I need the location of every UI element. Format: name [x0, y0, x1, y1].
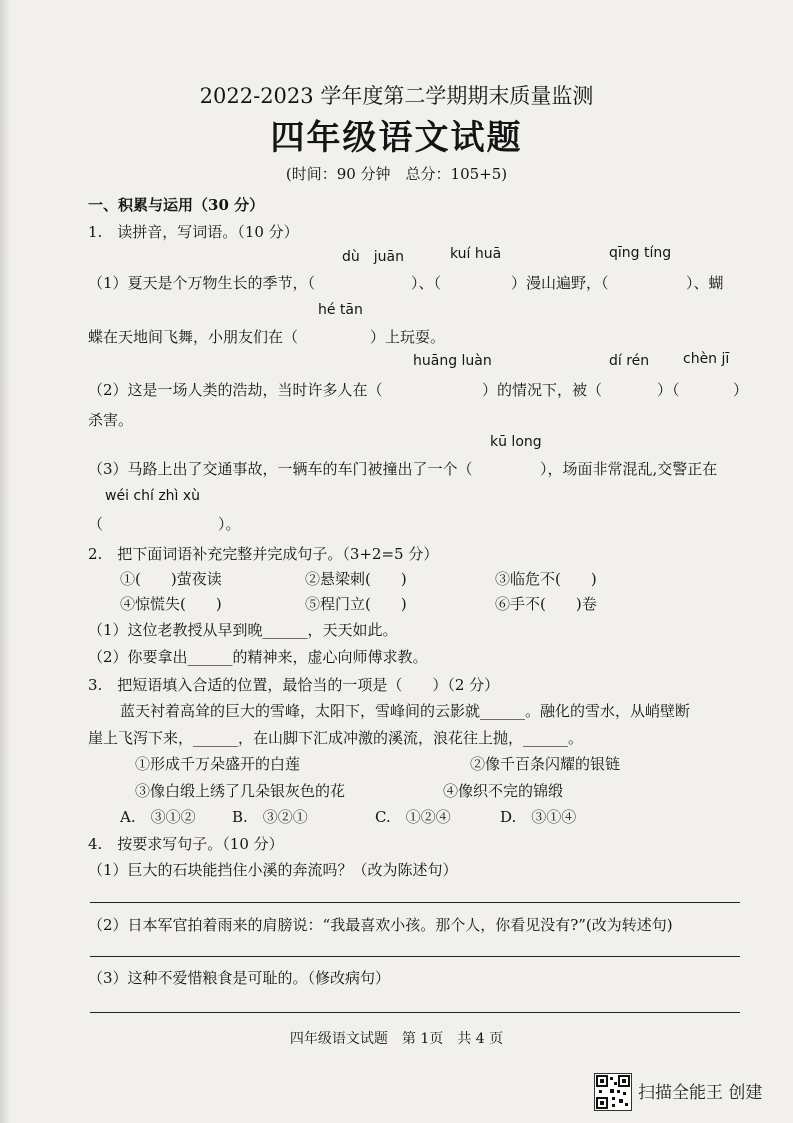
q2-item: ③临危不( )	[495, 570, 597, 588]
q1-s2-pinyin-a: huāng luàn	[413, 353, 492, 369]
q1-s2-text-e: 杀害。	[88, 411, 134, 429]
q2-item: ⑥手不( )卷	[495, 595, 597, 613]
scanner-watermark: 扫描全能王 创建	[638, 1083, 763, 1103]
q1-s3-text-b: ），场面非常混乱,交警正在	[540, 460, 718, 478]
section-heading: 一、积累与运用（30 分）	[88, 196, 265, 214]
q1-label: 1. 读拼音，写词语。（10 分）	[88, 223, 299, 241]
q2-item: ②悬梁刺( )	[305, 570, 407, 588]
q1-s1-text-b: ）、（	[411, 274, 442, 292]
q1-s1-text-c: ）漫山遍野，（	[511, 274, 609, 292]
q1-s3-pinyin-b: wéi chí zhì xù	[105, 488, 201, 504]
q2-item: ⑤程门立( )	[305, 595, 407, 613]
q1-s2-text-b: ）的情况下，被（	[482, 381, 603, 399]
answer-line	[90, 956, 740, 957]
q1-s1-text-d: ）、蝴	[686, 274, 724, 292]
qr-code-icon	[594, 1073, 632, 1111]
q3-choice-a: A. ③①②	[120, 808, 196, 826]
answer-line	[90, 1012, 740, 1013]
q3-option-1: ①形成千万朵盛开的白莲	[135, 755, 301, 773]
q3-option-3: ③像白缎上绣了几朵银灰色的花	[135, 782, 346, 800]
q1-s2-text-c: ）（	[657, 381, 680, 399]
q3-label: 3. 把短语填入合适的位置，最恰当的一项是（ ）（2 分）	[88, 676, 500, 694]
q1-s2-text-d: ）	[733, 381, 749, 399]
q3-paragraph-1: 蓝天衬着高耸的巨大的雪峰，太阳下，雪峰间的云影就______。融化的雪水，从峭壁断	[120, 702, 691, 720]
q1-s2-pinyin-c: chèn jī	[683, 351, 730, 367]
exam-meta: (时间：90 分钟 总分：105+5)	[285, 165, 508, 183]
q1-s1-pinyin-d: hé tān	[318, 302, 363, 318]
q3-choice-c: C. ①②④	[375, 808, 451, 826]
answer-line	[90, 902, 740, 903]
q3-choice-d: D. ③①④	[500, 808, 577, 826]
q1-s3-text-c: （	[88, 515, 104, 533]
q4-sentence-2: （2）日本军官拍着雨来的肩膀说：“我最喜欢小孩。那个人，你看见没有?”(改为转述句)	[88, 916, 673, 934]
q1-s2-text-a: （2）这是一场人类的浩劫，当时许多人在（	[88, 381, 383, 399]
exam-title-line2: 四年级语文试题	[270, 118, 523, 158]
q2-label: 2. 把下面词语补充完整并完成句子。（3+2=5 分）	[88, 545, 439, 563]
q3-option-4: ④像织不完的锦缎	[443, 782, 564, 800]
q2-item: ①( )萤夜读	[120, 570, 222, 588]
page-footer: 四年级语文试题 第 1页 共 4 页	[289, 1031, 504, 1047]
q2-sentence-2: （2）你要拿出______的精神来，虚心向师傅求教。	[88, 648, 428, 666]
q1-s1-text-e: 蝶在天地间飞舞，小朋友们在（	[88, 328, 299, 346]
q1-s1-text-f: ）上玩耍。	[370, 328, 446, 346]
exam-title-line1: 2022-2023 学年度第二学期期末质量监测	[199, 84, 594, 108]
q1-s3-text-d: ）。	[218, 515, 241, 533]
q2-sentence-1: （1）这位老教授从早到晚______，天天如此。	[88, 621, 398, 639]
q1-s1-text-a: （1）夏天是个万物生长的季节，（	[88, 274, 316, 292]
q1-s1-pinyin-c: qīng tíng	[609, 245, 672, 261]
q4-sentence-1: （1）巨大的石块能挡住小溪的奔流吗？（改为陈述句）	[88, 861, 458, 879]
q3-choice-b: B. ③②①	[232, 808, 308, 826]
q1-s3-text-a: （3）马路上出了交通事故，一辆车的车门被撞出了一个（	[88, 460, 473, 478]
q1-s1-pinyin-b: kuí huā	[450, 246, 502, 262]
q2-item: ④惊慌失( )	[120, 595, 222, 613]
q3-option-2: ②像千百条闪耀的银链	[470, 755, 621, 773]
q3-paragraph-2: 崖上飞泻下来，______，在山脚下汇成冲激的溪流，浪花往上抛，______。	[88, 729, 584, 747]
q1-s3-pinyin-a: kū long	[490, 434, 542, 450]
q4-sentence-3: （3）这种不爱惜粮食是可耻的。（修改病句）	[88, 969, 391, 987]
q1-s2-pinyin-b: dí rén	[609, 353, 650, 369]
q1-s1-pinyin-a: dù juān	[342, 249, 404, 265]
q4-label: 4. 按要求写句子。（10 分）	[88, 835, 284, 853]
